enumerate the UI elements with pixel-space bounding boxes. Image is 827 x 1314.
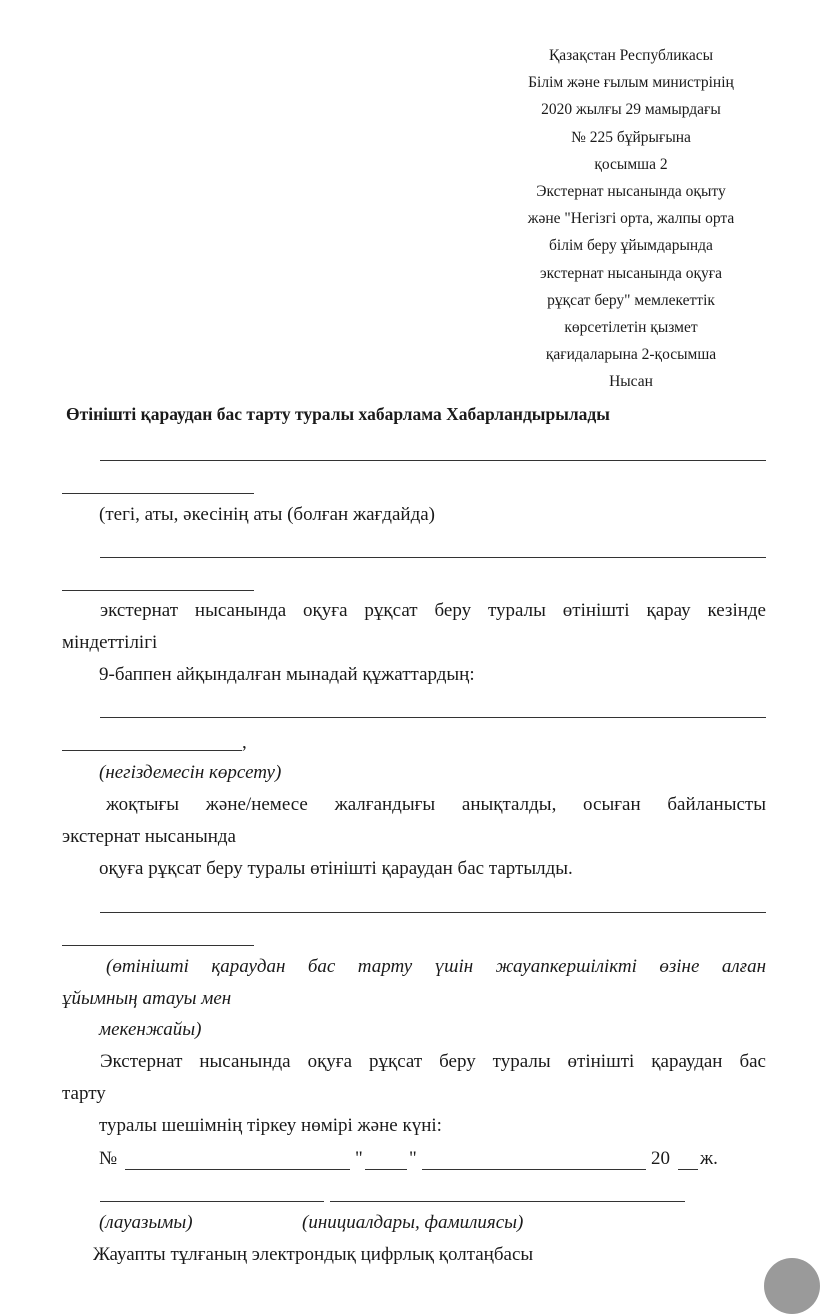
header-line: № 225 бұйрығына <box>571 128 691 146</box>
signature-label: Жауапты тұлғаның электрондық цифрлық қолтаңбасы <box>93 1244 534 1265</box>
header-line: рұқсат беру" мемлекеттік <box>547 291 715 309</box>
basis-hint: (негіздемесін көрсету) <box>99 762 282 783</box>
organization-hint-line-1: (өтінішті қараудан бас тарту үшін жауапкершілікті өзіне алған <box>106 956 766 977</box>
month-field[interactable] <box>422 1169 646 1170</box>
registration-number-symbol: № <box>99 1148 118 1169</box>
blank-line-2[interactable] <box>62 590 254 591</box>
header-line: Білім және ғылым министрінің <box>528 74 734 92</box>
header-line: 2020 жылғы 29 мамырдағы <box>541 101 721 119</box>
registration-number-field[interactable] <box>125 1169 350 1170</box>
year-field[interactable] <box>678 1169 698 1170</box>
header-line: қағидаларына 2-қосымша <box>545 346 717 364</box>
name-field-line-1[interactable] <box>100 460 766 461</box>
documents-field-line-2[interactable] <box>62 750 242 751</box>
documents-field-line-1[interactable] <box>100 717 766 718</box>
header-line: қосымша 2 <box>594 155 668 173</box>
paragraph-3-line-1: Экстернат нысанында оқуға рұқсат беру туралы өтінішті қараудан бас <box>100 1051 766 1072</box>
paragraph-3-line-2: тарту <box>62 1083 106 1104</box>
header-line: экстернат нысанында оқуға <box>539 264 723 282</box>
form-label: Нысан <box>609 373 653 391</box>
position-field[interactable] <box>100 1201 324 1202</box>
organization-field-line-1[interactable] <box>100 912 766 913</box>
paragraph-2-line-2: экстернат нысанында <box>62 826 236 847</box>
day-field[interactable] <box>365 1169 407 1170</box>
organization-hint-line-3: мекенжайы) <box>99 1019 202 1040</box>
blank-line-1[interactable] <box>100 557 766 558</box>
paragraph-1-line-2: міндеттілігі <box>62 632 158 653</box>
organization-hint-line-2: ұйымның атауы мен <box>62 988 232 1009</box>
year-prefix: 20 <box>651 1148 670 1169</box>
comma: , <box>242 732 247 753</box>
name-field-line-2[interactable] <box>62 493 254 494</box>
quote-open: " <box>355 1148 363 1169</box>
initials-field[interactable] <box>330 1201 685 1202</box>
paragraph-3-line-3: туралы шешімнің тіркеу нөмірі және күні: <box>99 1115 442 1136</box>
floating-action-button[interactable] <box>764 1258 820 1314</box>
header-line: білім беру ұйымдарында <box>549 237 713 255</box>
header-line: көрсетілетін қызмет <box>564 319 698 337</box>
position-hint: (лауазымы) <box>99 1212 193 1233</box>
document-title: Өтінішті қараудан бас тарту туралы хабарлама Хабарландырылады <box>66 404 610 424</box>
paragraph-2-line-3: оқуға рұқсат беру туралы өтінішті қараудан бас тартылды. <box>99 858 573 879</box>
name-field-hint: (тегі, аты, әкесінің аты (болған жағдайда) <box>99 504 435 525</box>
quote-close: " <box>409 1148 417 1169</box>
header-line: Қазақстан Республикасы <box>548 47 714 64</box>
year-suffix: ж. <box>700 1148 718 1169</box>
organization-field-line-2[interactable] <box>62 945 254 946</box>
paragraph-1-line-1: экстернат нысанында оқуға рұқсат беру туралы өтінішті қарау кезінде <box>100 600 766 621</box>
order-reference-header <box>490 42 772 396</box>
header-line: Экстернат нысанында оқыту <box>536 183 726 201</box>
paragraph-1-line-3: 9-баппен айқындалған мынадай құжаттардың: <box>99 664 475 685</box>
initials-hint: (инициалдары, фамилиясы) <box>302 1212 524 1233</box>
paragraph-2-line-1: жоқтығы және/немесе жалғандығы анықталды, осыған байланысты <box>106 794 766 815</box>
header-line: және "Негізгі орта, жалпы орта <box>527 210 735 228</box>
